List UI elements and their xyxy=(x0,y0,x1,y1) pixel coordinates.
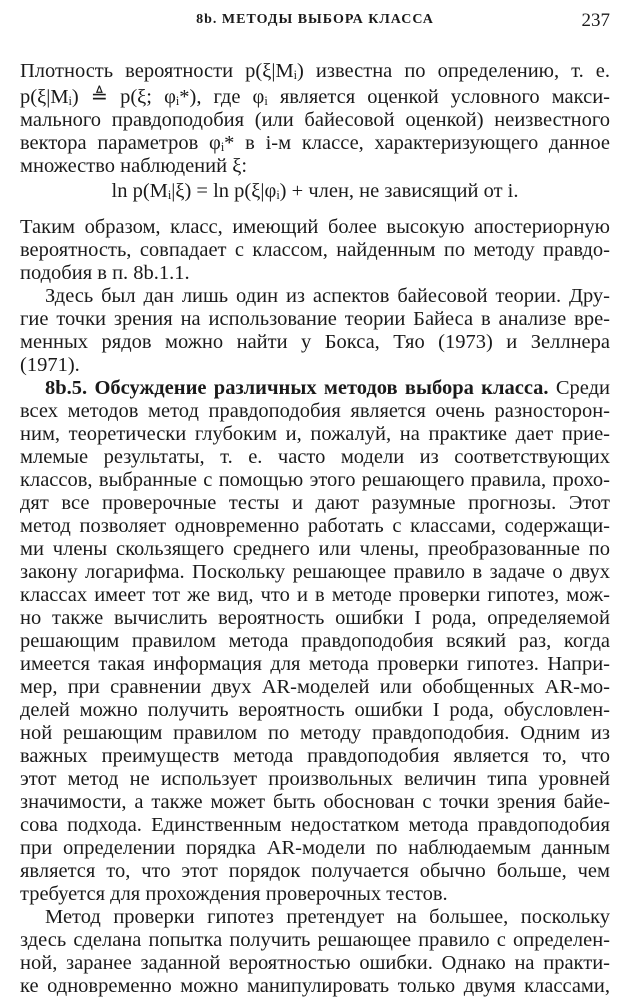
text-line: Здесь был дан лишь один из аспектов байесовой теории. Дру- xyxy=(45,285,610,307)
text-line: закону логарифма. Поскольку решающее правило в задаче о двух xyxy=(20,561,610,583)
text-line: значимости, а также может быть обоснован с точки зрения байе- xyxy=(20,791,610,813)
text-line: млемые результаты, т. е. часто модели из соответствующих xyxy=(20,446,610,468)
text-line: решающим правилом метода правдоподобия всякий раз, когда xyxy=(20,630,610,652)
text-line: требуется для прохождения проверочных тестов. xyxy=(20,883,448,905)
running-header xyxy=(20,10,610,34)
section-heading-tail: Среди xyxy=(548,377,610,399)
text-line: но также вычислить вероятность ошибки I рода, определяемой xyxy=(20,607,610,629)
text-line: p(ξ|Mᵢ) ≜ p(ξ; φᵢ*), где φᵢ является оценкой условного макси- xyxy=(20,86,610,108)
text-line: множество наблюдений ξ: xyxy=(20,155,248,177)
text-line: Плотность вероятности p(ξ|Mᵢ) известна по определению, т. е. xyxy=(20,60,610,82)
text-line: ке одновременно можно манипулировать только двумя классами, xyxy=(20,975,610,997)
text-line: вероятность, совпадает с классом, найденным по методу правдо- xyxy=(20,239,610,261)
text-line: является то, что этот порядок получается обычно больше, чем xyxy=(20,860,610,882)
text-line: ми члены скользящего среднего или члены, преобразованные по xyxy=(20,538,610,560)
text-line: ним, теоретически глубоким и, пожалуй, на практике дает прие- xyxy=(20,423,610,445)
text-line: ной решающим правилом по методу правдоподобия. Одним из xyxy=(20,722,610,744)
page-number: 237 xyxy=(581,10,610,31)
text-line: метод позволяет одновременно работать с классами, содержащи- xyxy=(20,515,610,537)
text-line: мер, при сравнении двух AR-моделей или обобщенных AR-мо- xyxy=(20,676,610,698)
text-line: важных преимуществ метода правдоподобия является то, что xyxy=(20,745,610,767)
text-line: классов, выбранные с помощью этого решающего правила, прохо- xyxy=(20,469,610,491)
text-line: здесь сделана попытка получить решающее правило с определен- xyxy=(20,929,610,951)
section-heading: 8b.5. Обсуждение различных методов выбора класса. xyxy=(45,377,549,399)
text-line: Метод проверки гипотез претендует на большее, поскольку xyxy=(45,906,610,928)
text-line: классах имеет тот же вид, что и в методе проверки гипотез, мож- xyxy=(20,584,610,606)
text-line: этот метод не использует произвольных величин типа уровней xyxy=(20,768,610,790)
text-line: подобия в п. 8b.1.1. xyxy=(20,262,190,284)
text-line: имеется такая информация для метода проверки гипотез. Напри- xyxy=(20,653,610,675)
text-line: сова подхода. Единственным недостатком метода правдоподобия xyxy=(20,814,610,836)
text-line: гие точки зрения на использование теории Байеса в анализе вре- xyxy=(20,308,610,330)
text-line: ной, заранее заданной вероятностью ошибки. Однако на практи- xyxy=(20,952,610,974)
text-line: дят все проверочные тесты и дают разумные прогнозы. Этот xyxy=(20,492,610,514)
equation: ln p(Mᵢ|ξ) = ln p(ξ|φᵢ) + член, не зависящий от i. xyxy=(111,180,519,202)
text-line: всех методов метод правдоподобия является очень разносторон- xyxy=(20,400,610,422)
text-line: делей можно получить вероятность ошибки I рода, обусловлен- xyxy=(20,699,610,721)
text-line: мального правдоподобия (или байесовой оценкой) неизвестного xyxy=(20,109,610,131)
text-line: при определении порядка AR-модели по наблюдаемым данным xyxy=(20,837,610,859)
text-line: вектора параметров φᵢ* в i-м классе, характеризующего данное xyxy=(20,132,610,154)
text-line: (1971). xyxy=(20,354,80,376)
running-title: 8b. МЕТОДЫ ВЫБОРА КЛАССА xyxy=(196,12,434,27)
text-line: Таким образом, класс, имеющий более высокую апостериорную xyxy=(20,216,610,238)
text-line: менных рядов можно найти у Бокса, Тяо (1973) и Зеллнера xyxy=(20,331,610,353)
